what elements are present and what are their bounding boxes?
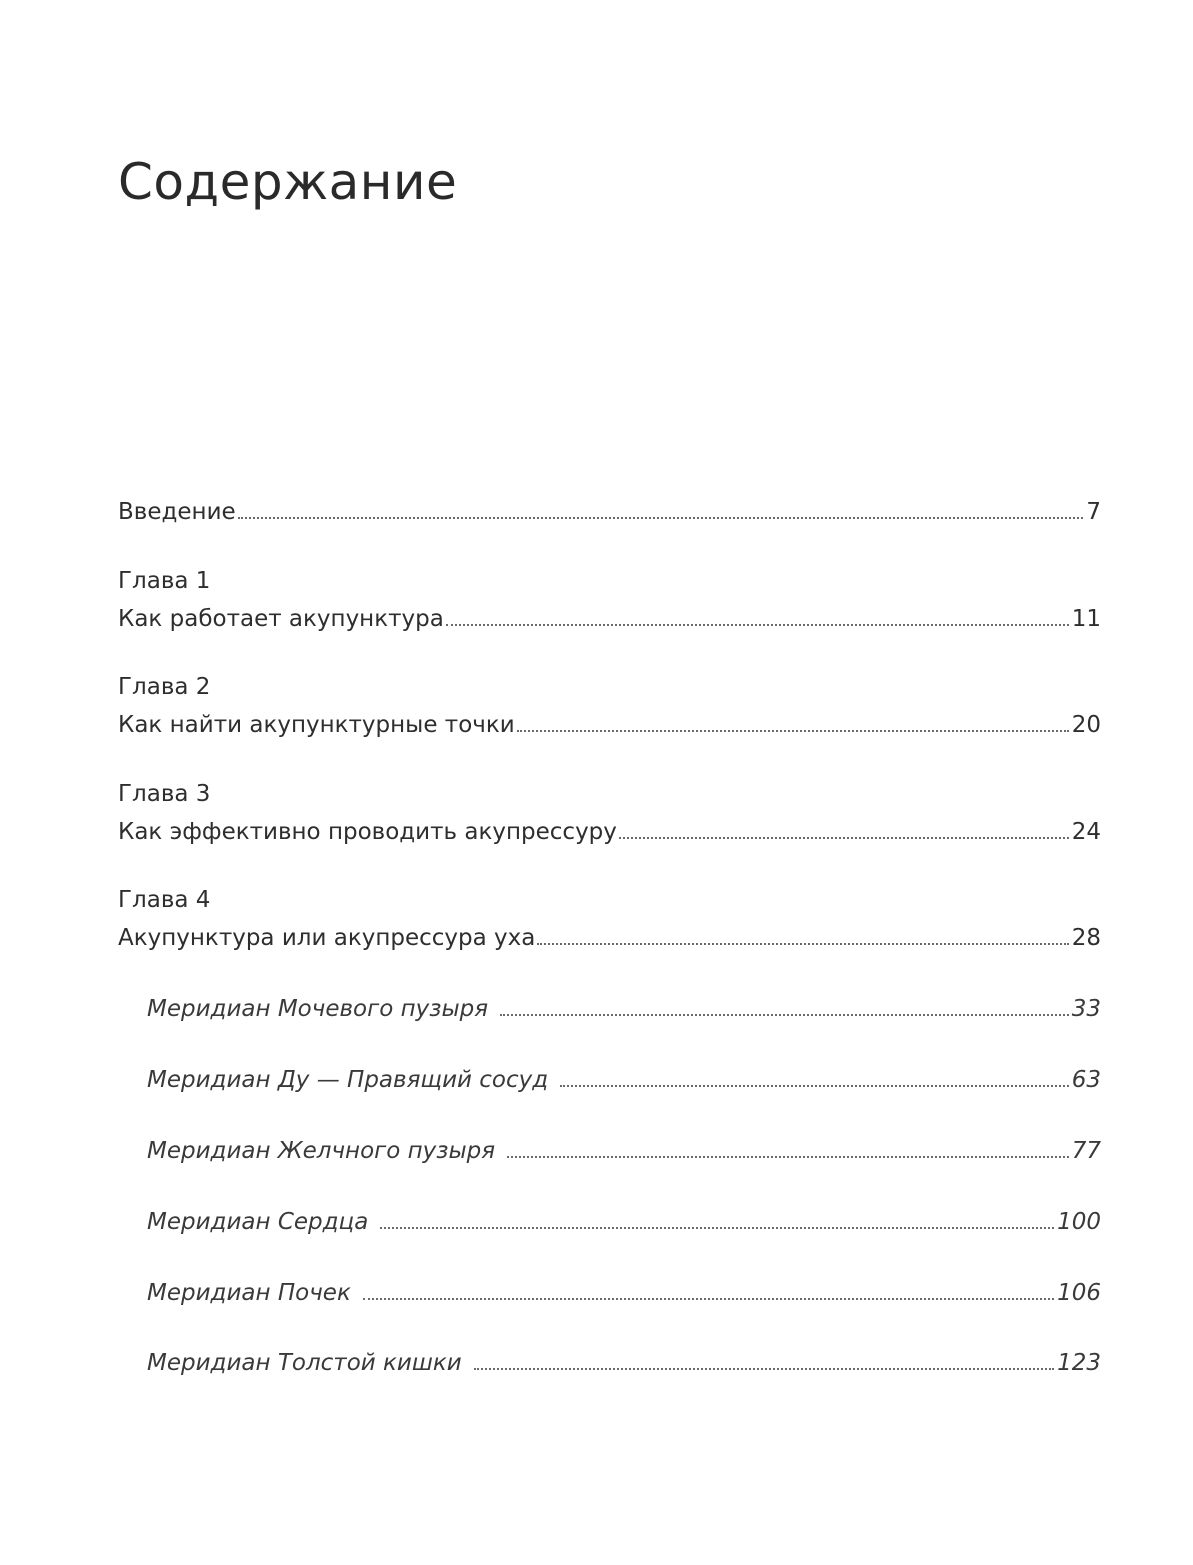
toc-entry-chapter-2 — [118, 706, 1101, 740]
toc-entry-title: Акупунктура или акупрессура уха — [118, 925, 536, 951]
toc-page-number: 20 — [1071, 712, 1101, 738]
toc-entry-chapter-4 — [118, 919, 1101, 953]
page-title: Содержание — [118, 153, 458, 211]
toc-page-number: 123 — [1057, 1350, 1101, 1376]
toc-page-number: 24 — [1071, 819, 1101, 845]
dot-leader — [238, 516, 1084, 519]
toc-subentry-title: Меридиан Ду — Правящий сосуд — [147, 1067, 549, 1093]
toc-subentry-meridian — [147, 990, 1101, 1024]
dot-leader — [517, 729, 1069, 732]
dot-leader — [500, 1013, 1069, 1016]
dot-leader — [537, 942, 1068, 945]
dot-leader — [380, 1226, 1054, 1229]
toc-subentry-title: Меридиан Почек — [147, 1280, 351, 1306]
toc-page-number: 7 — [1086, 499, 1101, 525]
toc-entry-title: Как работает акупунктура — [118, 606, 444, 632]
toc-page-number: 11 — [1071, 606, 1101, 632]
toc-page-number: 106 — [1057, 1280, 1101, 1306]
toc-entry-chapter-1 — [118, 600, 1101, 634]
toc-page-number: 63 — [1071, 1067, 1101, 1093]
toc-page-number: 33 — [1071, 996, 1101, 1022]
dot-leader — [446, 623, 1069, 626]
toc-subentry-meridian — [147, 1274, 1101, 1308]
chapter-label: Глава 3 — [118, 781, 211, 807]
toc-subentry-title: Меридиан Мочевого пузыря — [147, 996, 489, 1022]
dot-leader — [507, 1155, 1069, 1158]
chapter-label: Глава 1 — [118, 568, 211, 594]
toc-subentry-meridian — [147, 1203, 1101, 1237]
toc-page-number: 28 — [1071, 925, 1101, 951]
toc-entry-title: Введение — [118, 499, 236, 525]
toc-entry-title: Как найти акупунктурные точки — [118, 712, 515, 738]
toc-subentry-title: Меридиан Желчного пузыря — [147, 1138, 496, 1164]
dot-leader — [363, 1297, 1054, 1300]
toc-subentry-meridian — [147, 1132, 1101, 1166]
dot-leader — [560, 1084, 1069, 1087]
toc-subentry-meridian — [147, 1344, 1101, 1378]
toc-subentry-title: Меридиан Толстой кишки — [147, 1350, 462, 1376]
toc-page-number: 77 — [1071, 1138, 1101, 1164]
toc-entry-intro — [118, 493, 1101, 527]
toc-page-number: 100 — [1057, 1209, 1101, 1235]
dot-leader — [474, 1367, 1054, 1370]
chapter-label: Глава 2 — [118, 674, 211, 700]
dot-leader — [619, 836, 1069, 839]
toc-entry-chapter-3 — [118, 813, 1101, 847]
toc-subentry-title: Меридиан Сердца — [147, 1209, 369, 1235]
toc-subentry-meridian — [147, 1061, 1101, 1095]
chapter-label: Глава 4 — [118, 887, 211, 913]
toc-entry-title: Как эффективно проводить акупрессуру — [118, 819, 617, 845]
